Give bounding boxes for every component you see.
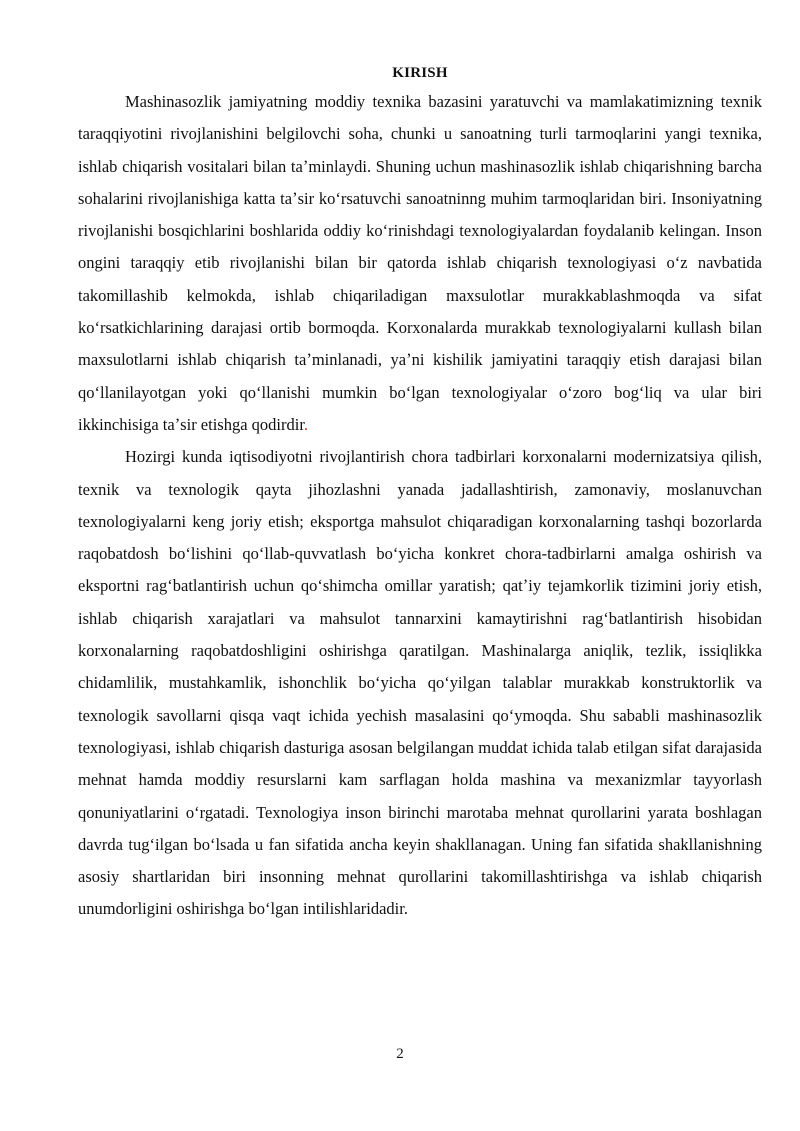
- document-page: [78, 62, 762, 926]
- paragraph-current-state: [78, 441, 762, 925]
- paragraph-intro: [78, 86, 762, 441]
- paragraph-current-state-text: Hozirgi kunda iqtisodiyotni rivojlantirish chora tadbirlari korxonalarni modernizatsiya qilish, texnik va texnologik qayta jihozlashni yanada jadallashtirish, zamonaviy, moslanuvchan texnologiyalarni keng joriy etish; eksportga mahsulot chiqaradigan korxonalarning tashqi bozorlarda raqobatdosh boʻlishini qoʻllab-quvvatlash boʻyicha konkret chora-tadbirlarni amalga oshirish va eksportni ragʻbatlantirish uchun qoʻshimcha omillar yaratish; qatʼiy tejamkorlik tizimini joriy etish, ishlab chiqarish xarajatlari va mahsulot tannarxini kamaytirishni ragʻbatlantirish hisobidan korxonalarning raqobatdoshligini oshirishga qaratilgan. Mashinalarga aniqlik, tezlik, issiqlikka chidamlilik, mustahkamlik, ishonchlik boʻyicha qoʻyilgan talablar murakkab konstruktorlik va texnologik savollarni qisqa vaqt ichida yechish masalasini qoʻymoqda. Shu sababli mashinasozlik texnologiyasi, ishlab chiqarish dasturiga asosan belgilangan muddat ichida talab etilgan sifat darajasida mehnat hamda moddiy resurslarni kam sarflagan holda mashina va mexanizmlar tayyorlash qonuniyatlarini oʻrgatadi. Texnologiya inson birinchi marotaba mehnat qurollarini yarata boshlagan davrda tugʻilgan boʻlsada u fan sifatida ancha keyin shakllanagan. Uning fan sifatida shakllanishning asosiy shartlaridan biri insonning mehnat qurollarini takomillashtirishga va ishlab chiqarish unumdorligini oshirishga boʻlgan intilishlaridadir.: [78, 447, 762, 919]
- page-number: 2: [396, 1046, 404, 1062]
- paragraph-end-mark: .: [303, 414, 309, 434]
- paragraph-intro-text: Mashinasozlik jamiyatning moddiy texnika bazasini yaratuvchi va mamlakatimizning texnik taraqqiyotini rivojlanishini belgilovchi soha, chunki u sanoatning turli tarmoqlarini yangi texnika, ishlab chiqarish vositalari bilan taʼminlaydi. Shuning uchun mashinasozlik ishlab chiqarishning barcha sohalarini rivojlanishiga katta taʼsir koʻrsatuvchi sanoatninng muhim tarmoqlaridan biri. Insoniyatning rivojlanishi bosqichlarini boshlarida oddiy koʻrinishdagi texnologiyalardan foydalanib kelingan. Inson ongini taraqqiy etib rivojlanishi bilan bir qatorda ishlab chiqarish texnologiyasi oʻz navbatida takomillashib kelmokda, ishlab chiqariladigan maxsulotlar murakkablashmoqda va sifat koʻrsatkichlarining darajasi ortib bormoqda. Korxonalarda murakkab texnologiyalarni kullash bilan maxsulotlarni ishlab chiqarish taʼminlanadi, yaʼni kishilik jamiyatini taraqqiy etish darajasi bilan qoʻllanilayotgan yoki qoʻllanishi mumkin boʻlgan texnologiyalar oʻzoro bogʻliq va ular biri ikkinchisiga taʼsir etishga qodirdir: [78, 92, 762, 434]
- section-title: KIRISH: [392, 65, 448, 81]
